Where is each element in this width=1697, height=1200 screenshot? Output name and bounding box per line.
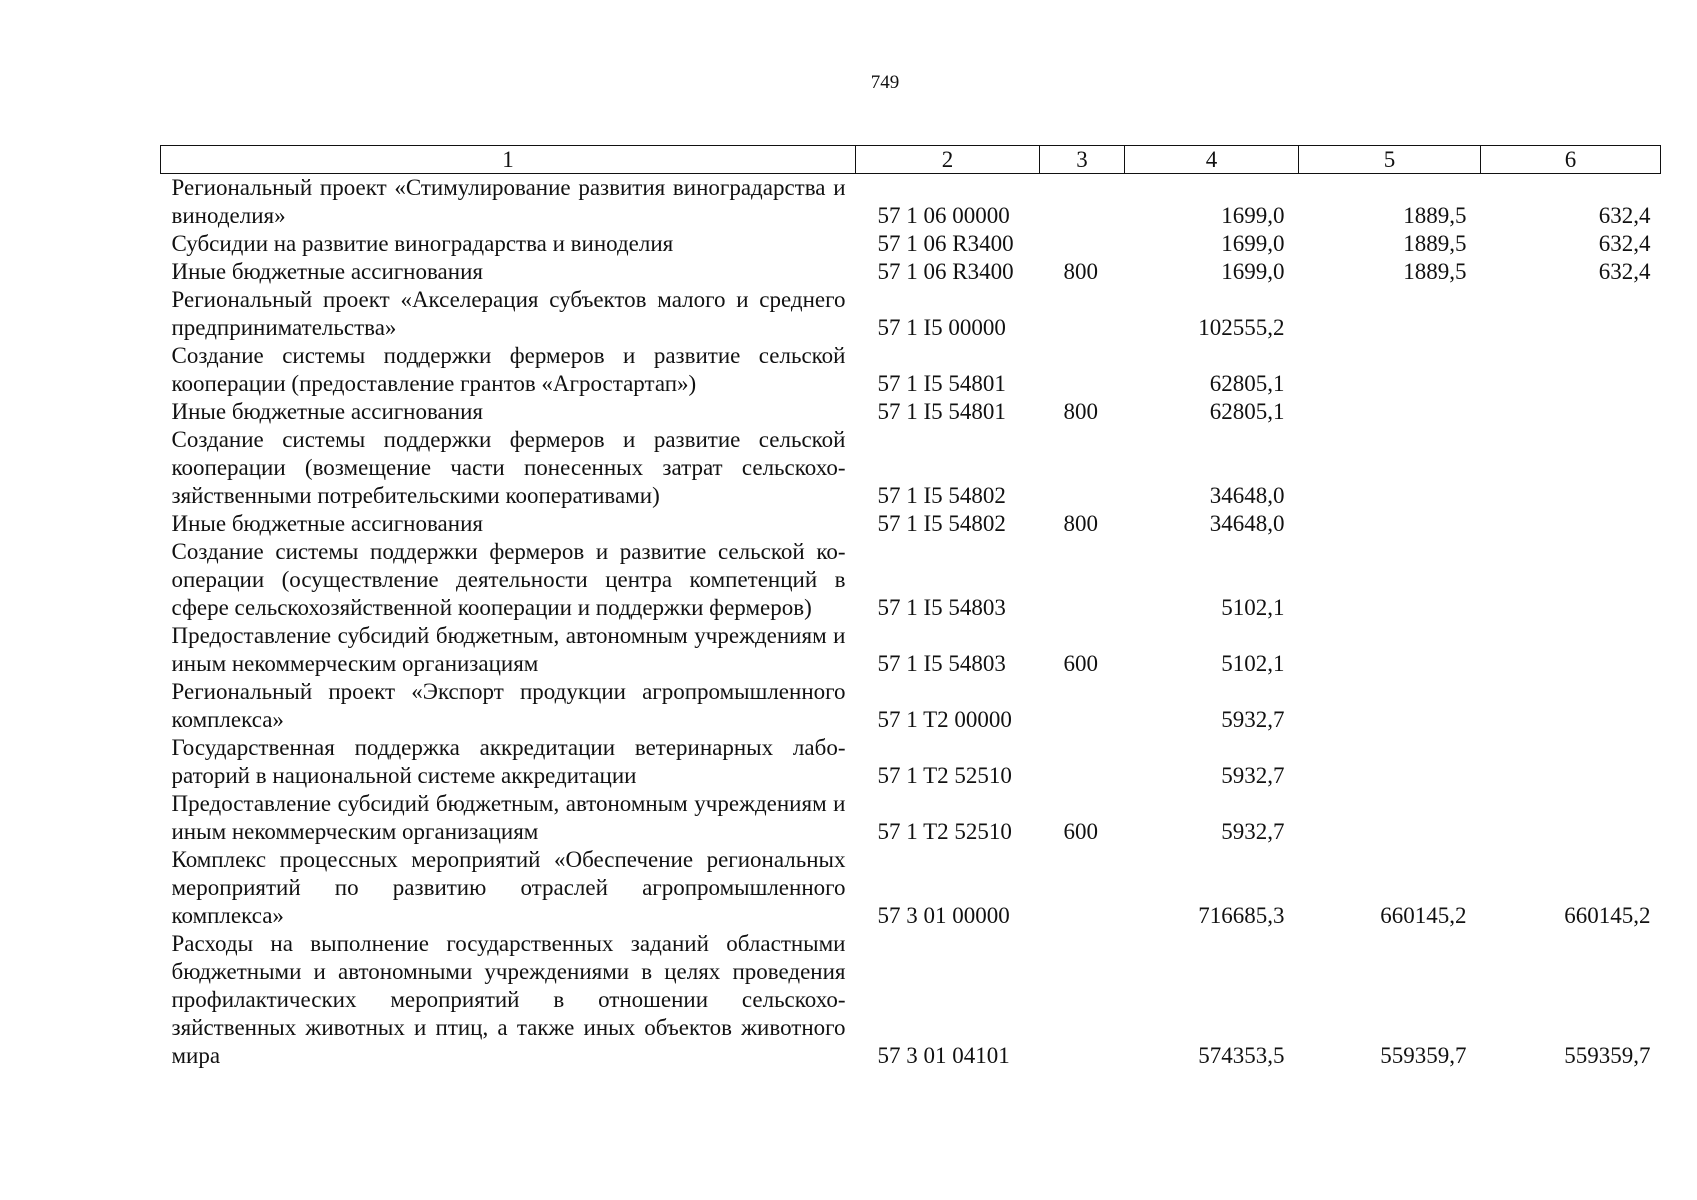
row-value-4: 5932,7 bbox=[1221, 707, 1285, 732]
row-value-6: 632,4 bbox=[1598, 203, 1651, 228]
row-value-4: 1699,0 bbox=[1221, 203, 1285, 228]
row-value-6 bbox=[1481, 678, 1661, 734]
row-value-4: 62805,1 bbox=[1209, 399, 1285, 424]
row-value-4: 5932,7 bbox=[1221, 763, 1285, 788]
row-value-6 bbox=[1481, 790, 1661, 846]
row-value-4: 716685,3 bbox=[1198, 903, 1285, 928]
row-code: 57 1 06 00000 bbox=[877, 203, 1010, 228]
row-value-6 bbox=[1481, 286, 1661, 342]
row-value-5: 1889,5 bbox=[1403, 231, 1467, 256]
row-value-6 bbox=[1481, 622, 1661, 678]
row-value-5 bbox=[1299, 538, 1481, 622]
column-header-3: 3 bbox=[1040, 146, 1125, 174]
row-value-6 bbox=[1481, 510, 1661, 538]
row-expense-type bbox=[1040, 286, 1125, 342]
row-value-6: 660145,2 bbox=[1564, 903, 1651, 928]
table-row bbox=[161, 930, 1661, 1070]
row-value-4: 34648,0 bbox=[1209, 483, 1285, 508]
row-value-6 bbox=[1481, 538, 1661, 622]
row-name: Иные бюджетные ассигнования bbox=[171, 399, 483, 424]
table-row bbox=[161, 734, 1661, 790]
table-row bbox=[161, 426, 1661, 510]
header-row bbox=[161, 146, 1661, 174]
row-value-4: 5932,7 bbox=[1221, 819, 1285, 844]
row-expense-type bbox=[1040, 174, 1125, 231]
row-code: 57 1 I5 00000 bbox=[877, 315, 1006, 340]
row-value-5 bbox=[1299, 510, 1481, 538]
row-value-5 bbox=[1299, 426, 1481, 510]
column-header-5: 5 bbox=[1299, 146, 1481, 174]
row-expense-type: 600 bbox=[1063, 651, 1098, 676]
table-row bbox=[161, 258, 1661, 286]
row-value-6 bbox=[1481, 398, 1661, 426]
row-name: Региональный проект «Стимулирование развития виноградарства и виноделия» bbox=[171, 175, 846, 228]
row-name: Предоставление субсидий бюджетным, автономным учреждениям и иным некоммерческим организациям bbox=[171, 791, 846, 844]
row-value-6 bbox=[1481, 426, 1661, 510]
table-row bbox=[161, 622, 1661, 678]
row-value-6: 559359,7 bbox=[1564, 1043, 1651, 1068]
row-name: Государственная поддержка аккредитации ветеринарных лабораторий в национальной системе аккредитации bbox=[171, 735, 846, 788]
row-code: 57 3 01 00000 bbox=[877, 903, 1010, 928]
row-value-6: 632,4 bbox=[1598, 231, 1651, 256]
row-name: Создание системы поддержки фермеров и развитие сельской кооперации (осуществление деятельности центра компетенций в сфере сельскохозяйственной кооперации и поддержки фермеров) bbox=[171, 539, 846, 620]
row-code: 57 1 I5 54803 bbox=[877, 651, 1006, 676]
row-name: Комплекс процессных мероприятий «Обеспечение региональных мероприятий по развитию отраслей агропромышленного комплекса» bbox=[171, 847, 846, 928]
row-value-5: 660145,2 bbox=[1380, 903, 1467, 928]
row-value-5: 1889,5 bbox=[1403, 203, 1467, 228]
row-value-6 bbox=[1481, 734, 1661, 790]
row-value-4: 62805,1 bbox=[1209, 371, 1285, 396]
row-name: Предоставление субсидий бюджетным, автономным учреждениям и иным некоммерческим организациям bbox=[171, 623, 846, 676]
row-name: Расходы на выполнение государственных заданий областными бюджетными и автономными учреждениями в целях проведения профилактических мероприятий в отношении сельскохозяйственных животных и птиц, а также иных объектов животного мира bbox=[171, 931, 846, 1068]
row-expense-type: 800 bbox=[1063, 399, 1098, 424]
row-value-5 bbox=[1299, 342, 1481, 398]
row-name: Иные бюджетные ассигнования bbox=[171, 259, 483, 284]
row-value-5 bbox=[1299, 734, 1481, 790]
column-header-4: 4 bbox=[1125, 146, 1299, 174]
table-row bbox=[161, 790, 1661, 846]
row-name: Иные бюджетные ассигнования bbox=[171, 511, 483, 536]
row-value-4: 1699,0 bbox=[1221, 259, 1285, 284]
table-row bbox=[161, 846, 1661, 930]
row-value-4: 5102,1 bbox=[1221, 651, 1285, 676]
table-row bbox=[161, 678, 1661, 734]
row-code: 57 1 I5 54801 bbox=[877, 399, 1006, 424]
row-expense-type bbox=[1040, 426, 1125, 510]
row-value-5: 559359,7 bbox=[1380, 1043, 1467, 1068]
row-expense-type bbox=[1040, 846, 1125, 930]
row-value-4: 5102,1 bbox=[1221, 595, 1285, 620]
column-header-6: 6 bbox=[1481, 146, 1661, 174]
row-code: 57 1 06 R3400 bbox=[877, 259, 1014, 284]
row-expense-type: 800 bbox=[1063, 511, 1098, 536]
table-row bbox=[161, 174, 1661, 231]
row-code: 57 1 T2 52510 bbox=[877, 819, 1012, 844]
row-name: Региональный проект «Экспорт продукции агропромышленного комплекса» bbox=[171, 679, 846, 732]
row-expense-type bbox=[1040, 538, 1125, 622]
row-value-4: 34648,0 bbox=[1209, 511, 1285, 536]
row-value-6: 632,4 bbox=[1598, 259, 1651, 284]
row-name: Создание системы поддержки фермеров и развитие сельской кооперации (возмещение части понесенных затрат сельскохозяйственными потребительскими кооперативами) bbox=[171, 427, 846, 508]
row-value-5 bbox=[1299, 678, 1481, 734]
table-row bbox=[161, 510, 1661, 538]
row-expense-type bbox=[1040, 734, 1125, 790]
row-value-5 bbox=[1299, 286, 1481, 342]
row-code: 57 1 T2 00000 bbox=[877, 707, 1012, 732]
budget-table bbox=[160, 145, 1661, 1070]
row-code: 57 1 I5 54802 bbox=[877, 511, 1006, 536]
row-expense-type bbox=[1040, 342, 1125, 398]
row-value-5: 1889,5 bbox=[1403, 259, 1467, 284]
row-code: 57 1 I5 54801 bbox=[877, 371, 1006, 396]
row-expense-type: 800 bbox=[1063, 259, 1098, 284]
table-row bbox=[161, 230, 1661, 258]
table-body bbox=[161, 174, 1661, 1071]
row-expense-type: 600 bbox=[1063, 819, 1098, 844]
row-expense-type bbox=[1040, 230, 1125, 258]
row-name: Субсидии на развитие виноградарства и виноделия bbox=[171, 231, 674, 256]
row-code: 57 3 01 04101 bbox=[877, 1043, 1010, 1068]
table-header bbox=[161, 146, 1661, 174]
row-name: Региональный проект «Акселерация субъектов малого и среднего предпринимательства» bbox=[171, 287, 846, 340]
row-code: 57 1 I5 54803 bbox=[877, 595, 1006, 620]
row-code: 57 1 T2 52510 bbox=[877, 763, 1012, 788]
column-header-1: 1 bbox=[161, 146, 856, 174]
table-row bbox=[161, 538, 1661, 622]
table-row bbox=[161, 286, 1661, 342]
row-name: Создание системы поддержки фермеров и развитие сельской кооперации (предоставление грантов «Агростартап») bbox=[171, 343, 846, 396]
row-value-6 bbox=[1481, 342, 1661, 398]
row-value-4: 1699,0 bbox=[1221, 231, 1285, 256]
row-code: 57 1 I5 54802 bbox=[877, 483, 1006, 508]
row-value-5 bbox=[1299, 398, 1481, 426]
row-value-4: 574353,5 bbox=[1198, 1043, 1285, 1068]
table-row bbox=[161, 342, 1661, 398]
table-row bbox=[161, 398, 1661, 426]
column-header-2: 2 bbox=[856, 146, 1040, 174]
row-code: 57 1 06 R3400 bbox=[877, 231, 1014, 256]
row-expense-type bbox=[1040, 930, 1125, 1070]
row-expense-type bbox=[1040, 678, 1125, 734]
row-value-4: 102555,2 bbox=[1198, 315, 1285, 340]
row-value-5 bbox=[1299, 622, 1481, 678]
page-number: 749 bbox=[870, 72, 900, 93]
row-value-5 bbox=[1299, 790, 1481, 846]
